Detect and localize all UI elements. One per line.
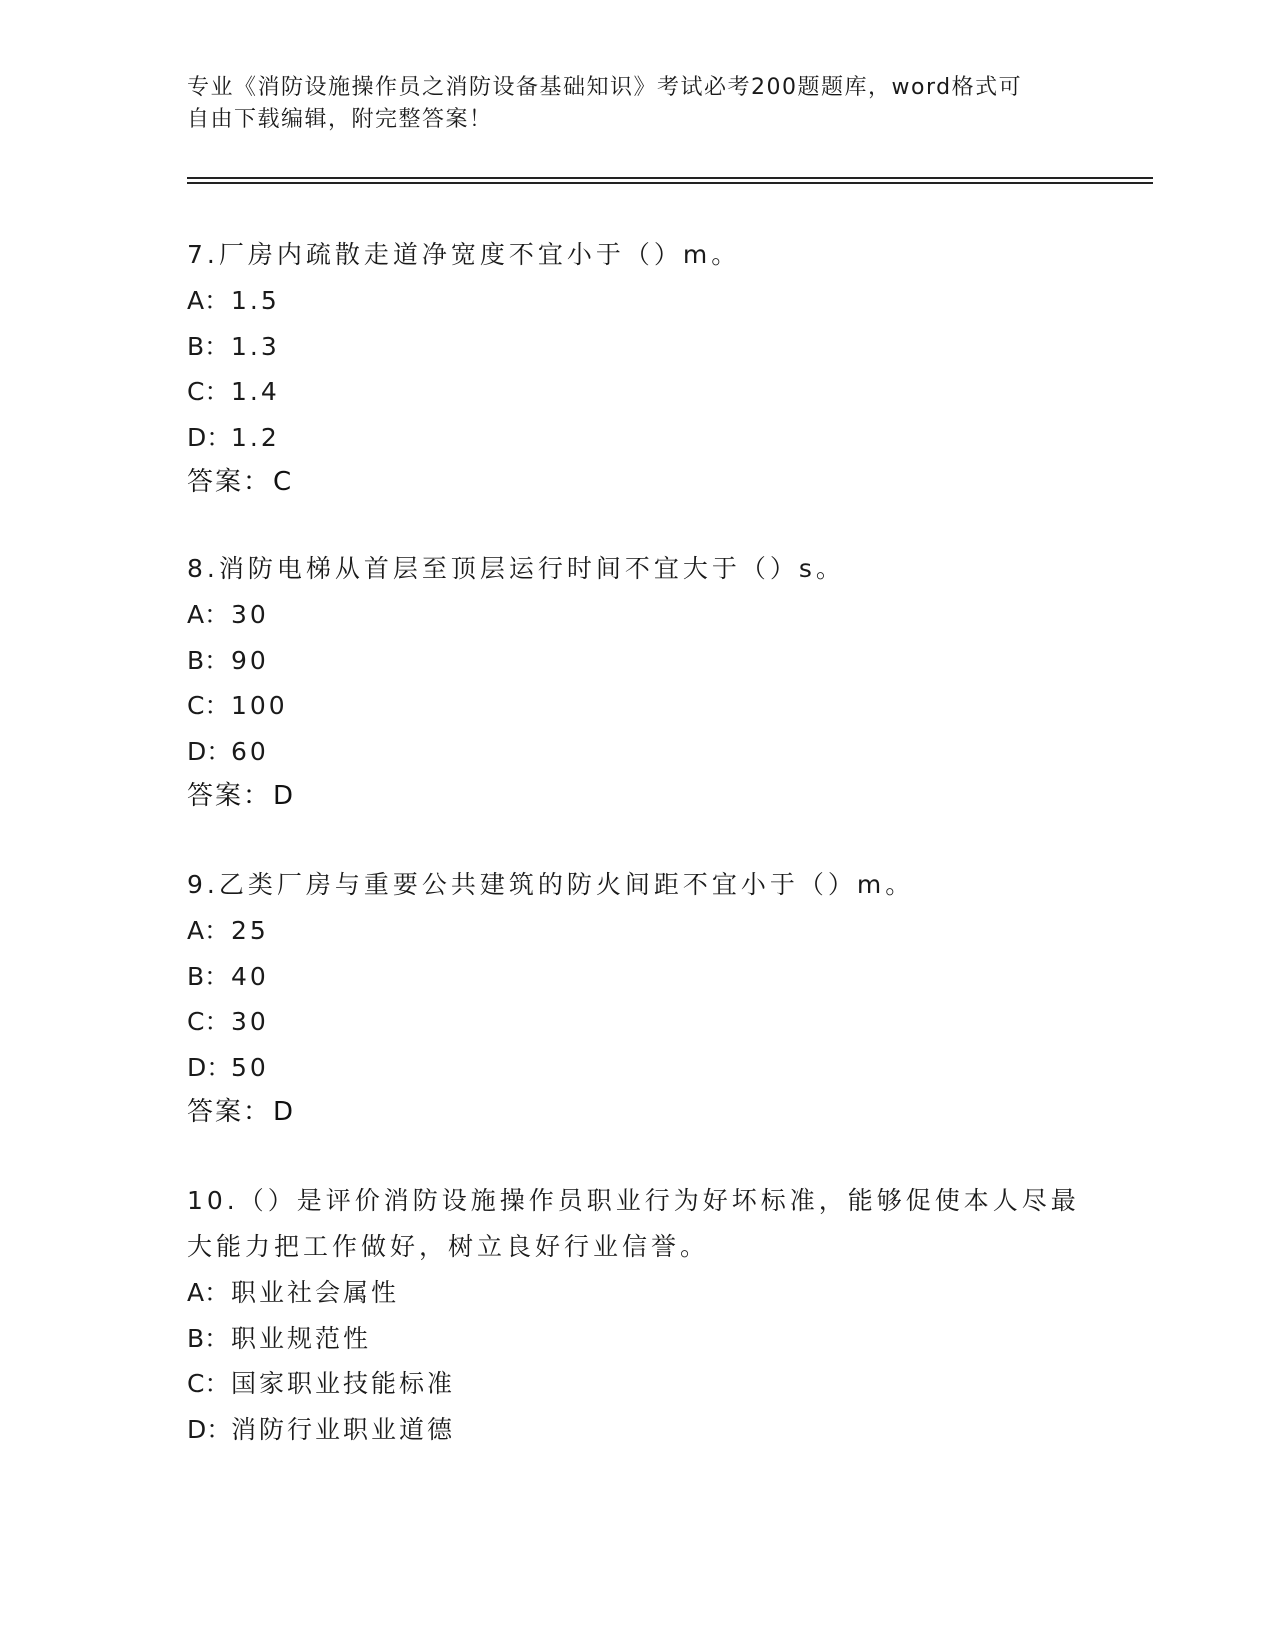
question-stem-line-2: 大能力把工作做好，树立良好行业信誉。 <box>187 1232 710 1261</box>
option-c: C：100 <box>187 691 288 720</box>
option-a: A：职业社会属性 <box>187 1278 400 1307</box>
question-stem: 8.消防电梯从首层至顶层运行时间不宜大于（）s。 <box>187 554 845 583</box>
option-b: B：职业规范性 <box>187 1323 372 1353</box>
option-c: C：国家职业技能标准 <box>187 1369 456 1398</box>
header-divider-bottom <box>187 182 1153 184</box>
answer-line: 答案：C <box>187 467 293 497</box>
question-stem-line-1: 10.（）是评价消防设施操作员职业行为好坏标准，能够促使本人尽最 <box>187 1186 1080 1215</box>
question-7 <box>187 232 1087 504</box>
option-c: C：30 <box>187 1007 269 1036</box>
option-c: C：1.4 <box>187 377 280 406</box>
answer-line: 答案：D <box>187 1097 295 1127</box>
question-stem: 9.乙类厂房与重要公共建筑的防火间距不宜小于（）m。 <box>187 870 915 899</box>
option-d: D：1.2 <box>187 422 280 452</box>
option-d: D：消防行业职业道德 <box>187 1414 456 1444</box>
option-a: A：1.5 <box>187 286 280 315</box>
header-line-2: 自由下载编辑，附完整答案！ <box>187 107 493 132</box>
document-header <box>187 72 1067 136</box>
option-b: B：1.3 <box>187 331 280 361</box>
question-stem: 7.厂房内疏散走道净宽度不宜小于（）m。 <box>187 240 741 269</box>
question-9 <box>187 862 1087 1134</box>
option-d: D：60 <box>187 736 269 766</box>
answer-line: 答案：D <box>187 781 295 811</box>
option-b: B：90 <box>187 645 269 675</box>
question-10 <box>187 1178 1087 1452</box>
option-a: A：25 <box>187 916 269 945</box>
option-a: A：30 <box>187 600 269 629</box>
header-line-1: 专业《消防设施操作员之消防设备基础知识》考试必考200题题库，word格式可 <box>187 75 1023 100</box>
question-8 <box>187 546 1087 818</box>
option-d: D：50 <box>187 1052 269 1082</box>
option-b: B：40 <box>187 961 269 991</box>
header-divider-top <box>187 177 1153 179</box>
